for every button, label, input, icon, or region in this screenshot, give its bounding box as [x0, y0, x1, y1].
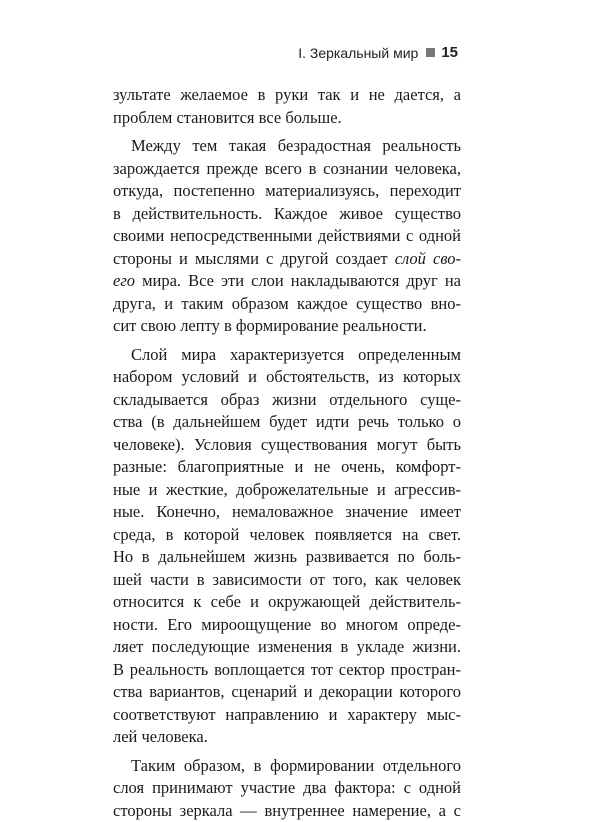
text-line [113, 389, 461, 412]
line-text: лей человека. [113, 727, 208, 746]
text-line [113, 107, 461, 130]
line-text: ства вариантов, сценарий и декорации которого [113, 682, 461, 701]
text-line [113, 456, 461, 479]
line-text: разные: благоприятные и не очень, комфорт- [113, 457, 461, 476]
line-text: Слой мира характеризуется определенным [131, 345, 461, 364]
line-text: ные и жесткие, доброжелательные и агрессив- [113, 480, 461, 499]
text-line [113, 248, 461, 271]
line-text: своими непосредственными действиями с одной [113, 226, 461, 245]
line-text: друга, и таким образом каждое существо вно- [113, 294, 461, 313]
text-line [113, 614, 461, 637]
line-text: ные. Конечно, немаловажное значение имеет [113, 502, 461, 521]
text-line [113, 524, 461, 547]
text-line [113, 704, 461, 727]
text-line [113, 158, 461, 181]
line-text: зультате желаемое в руки так и не дается, а [113, 85, 461, 104]
chapter-title: I. Зеркальный мир [298, 45, 418, 61]
line-text: набором условий и обстоятельств, из которых [113, 367, 461, 386]
line-text: сит свою лепту в формирование реальности. [113, 316, 427, 335]
line-text: шей части в зависимости от того, как человек [113, 570, 461, 589]
line-text: складывается образ жизни отдельного суще- [113, 390, 461, 409]
text-line [113, 270, 461, 293]
text-line [113, 225, 461, 248]
page-number: 15 [441, 44, 458, 61]
text-line [113, 293, 461, 316]
text-line [113, 180, 461, 203]
text-line [113, 569, 461, 592]
line-text: соответствуют направлению и характеру мыс- [113, 705, 461, 724]
text-line [113, 203, 461, 226]
text-line [113, 84, 461, 107]
line-text: мира. Все эти слои накладываются друг на [142, 271, 461, 290]
text-line [113, 777, 461, 800]
square-separator-icon [426, 48, 435, 57]
line-text: человеке). Условия существования могут быть [113, 435, 461, 454]
text-line [113, 479, 461, 502]
text-line [113, 800, 461, 822]
text-line [113, 681, 461, 704]
text-line [113, 636, 461, 659]
line-text: Таким образом, в формировании отдельного [131, 756, 461, 775]
line-text: в действительность. Каждое живое существо [113, 204, 461, 223]
text-line [113, 434, 461, 457]
line-text: стороны и мыслями с другой создает [113, 249, 388, 268]
line-text: зарождается прежде всего в сознании человека, [113, 159, 461, 178]
line-text: ляет последующие изменения в укладе жизни. [113, 637, 461, 656]
text-line [113, 366, 461, 389]
text-line [113, 659, 461, 682]
line-text: среда, в которой человек появляется на свет. [113, 525, 461, 544]
text-line [113, 501, 461, 524]
line-text: относится к себе и окружающей действитель- [113, 592, 461, 611]
text-line [113, 411, 461, 434]
text-line [113, 135, 461, 158]
line-text: Но в дальнейшем жизнь развивается по боль- [113, 547, 461, 566]
line-text: ства (в дальнейшем будет идти речь только о [113, 412, 461, 431]
line-text: слоя принимают участие два фактора: с одной [113, 778, 461, 797]
page-body-text [113, 84, 461, 822]
line-text: В реальность воплощается тот сектор простран- [113, 660, 461, 679]
text-line [113, 726, 461, 749]
text-line [113, 315, 461, 338]
italic-term: слой сво- [395, 249, 461, 268]
line-text: ности. Его мироощущение во многом опреде- [113, 615, 461, 634]
text-line [113, 344, 461, 367]
text-line [113, 591, 461, 614]
line-text: проблем становится все больше. [113, 108, 342, 127]
running-header [298, 44, 458, 61]
line-text: Между тем такая безрадостная реальность [131, 136, 461, 155]
text-line [113, 755, 461, 778]
line-text: стороны зеркала — внутреннее намерение, а с [113, 801, 461, 820]
italic-term: его [113, 271, 135, 290]
text-line [113, 546, 461, 569]
line-text: откуда, постепенно материализуясь, переходит [113, 181, 461, 200]
